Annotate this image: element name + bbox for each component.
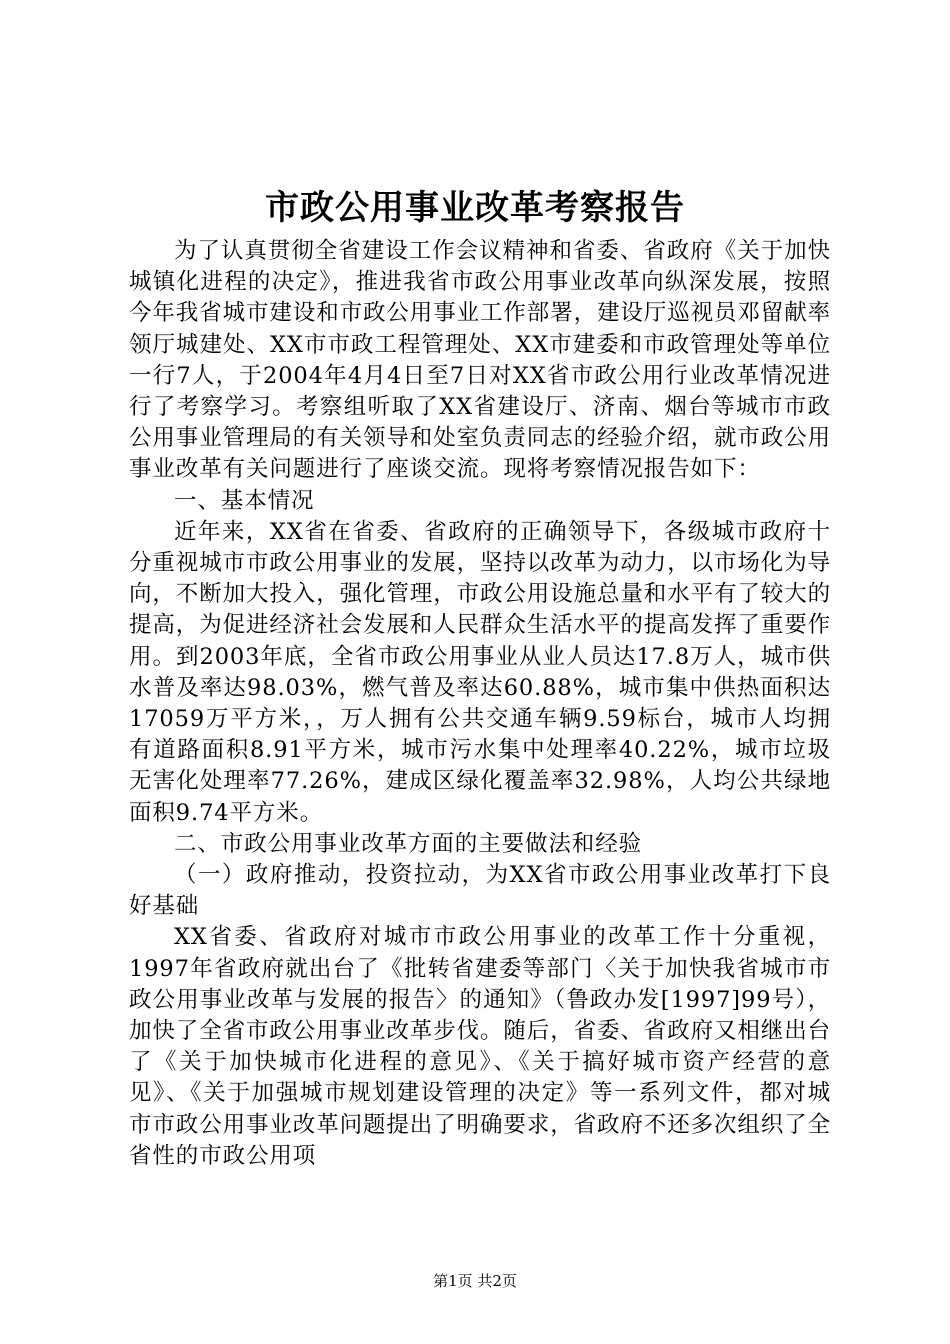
heading-main-practices: 二、市政公用事业改革方面的主要做法和经验 <box>174 830 643 857</box>
paragraph-government-push: XX省委、省政府对城市市政公用事业的改革工作十分重视，1997年省政府就出台了《批转省建委等部门〈关于加快我省城市市政公用事业改革与发展的报告〉的通知》（鲁政办发[1997]99号），加快了全省市政公用事业改革步伐。随后，省委、省政府又相继出台了《关于加快城市化进程的意见》、《关于搞好城市资产经营的意见》、《关于加强城市规划建设管理的决定》等一系列文件，都对城市市政公用事业改革问题提出了明确要求，省政府不还多次组织了全省性的市政公用项 <box>129 924 832 1169</box>
paragraph-basic-situation: 近年来，XX省在省委、省政府的正确领导下，各级城市政府十分重视城市市政公用事业的发展，坚持以改革为动力，以市场化为导向，不断加大投入，强化管理，市政公用设施总量和水平有了较大的提高，为促进经济社会发展和人民群众生活水平的提高发挥了重要作用。到2003年底，全省市政公用事业从业人员达17.8万人，城市供水普及率达98.03%，燃气普及率达60.88%，城市集中供热面积达17059万平方米，，万人拥有公共交通车辆9.59标台，城市人均拥有道路面积8.91平方米，城市污水集中处理率40.22%，城市垃圾无害化处理率77.26%，建成区绿化覆盖率32.98%，人均公共绿地面积9.74平方米。 <box>129 518 832 826</box>
page-number: 第1页 共2页 <box>433 1272 517 1290</box>
document-body <box>129 236 831 1172</box>
document-title: 市政公用事业改革考察报告 <box>265 188 685 228</box>
heading-basic-situation: 一、基本情况 <box>174 487 315 514</box>
subheading-government-push: （一）政府推动，投资拉动，为XX省市政公用事业改革打下良好基础 <box>129 862 831 920</box>
paragraph-intro: 为了认真贯彻全省建设工作会议精神和省委、省政府《关于加快城镇化进程的决定》，推进我省市政公用事业改革向纵深发展，按照今年我省城市建设和市政公用事业工作部署，建设厅巡视员邓留献率领厅城建处、XX市市政工程管理处、XX市建委和市政管理处等单位一行7人，于2004年4月4日至7日对XX省市政公用行业改革情况进行了考察学习。考察组听取了XX省建设厅、济南、烟台等城市市政公用事业管理局的有关领导和处室负责同志的经验介绍，就市政公用事业改革有关问题进行了座谈交流。现将考察情况报告如下： <box>129 238 832 483</box>
